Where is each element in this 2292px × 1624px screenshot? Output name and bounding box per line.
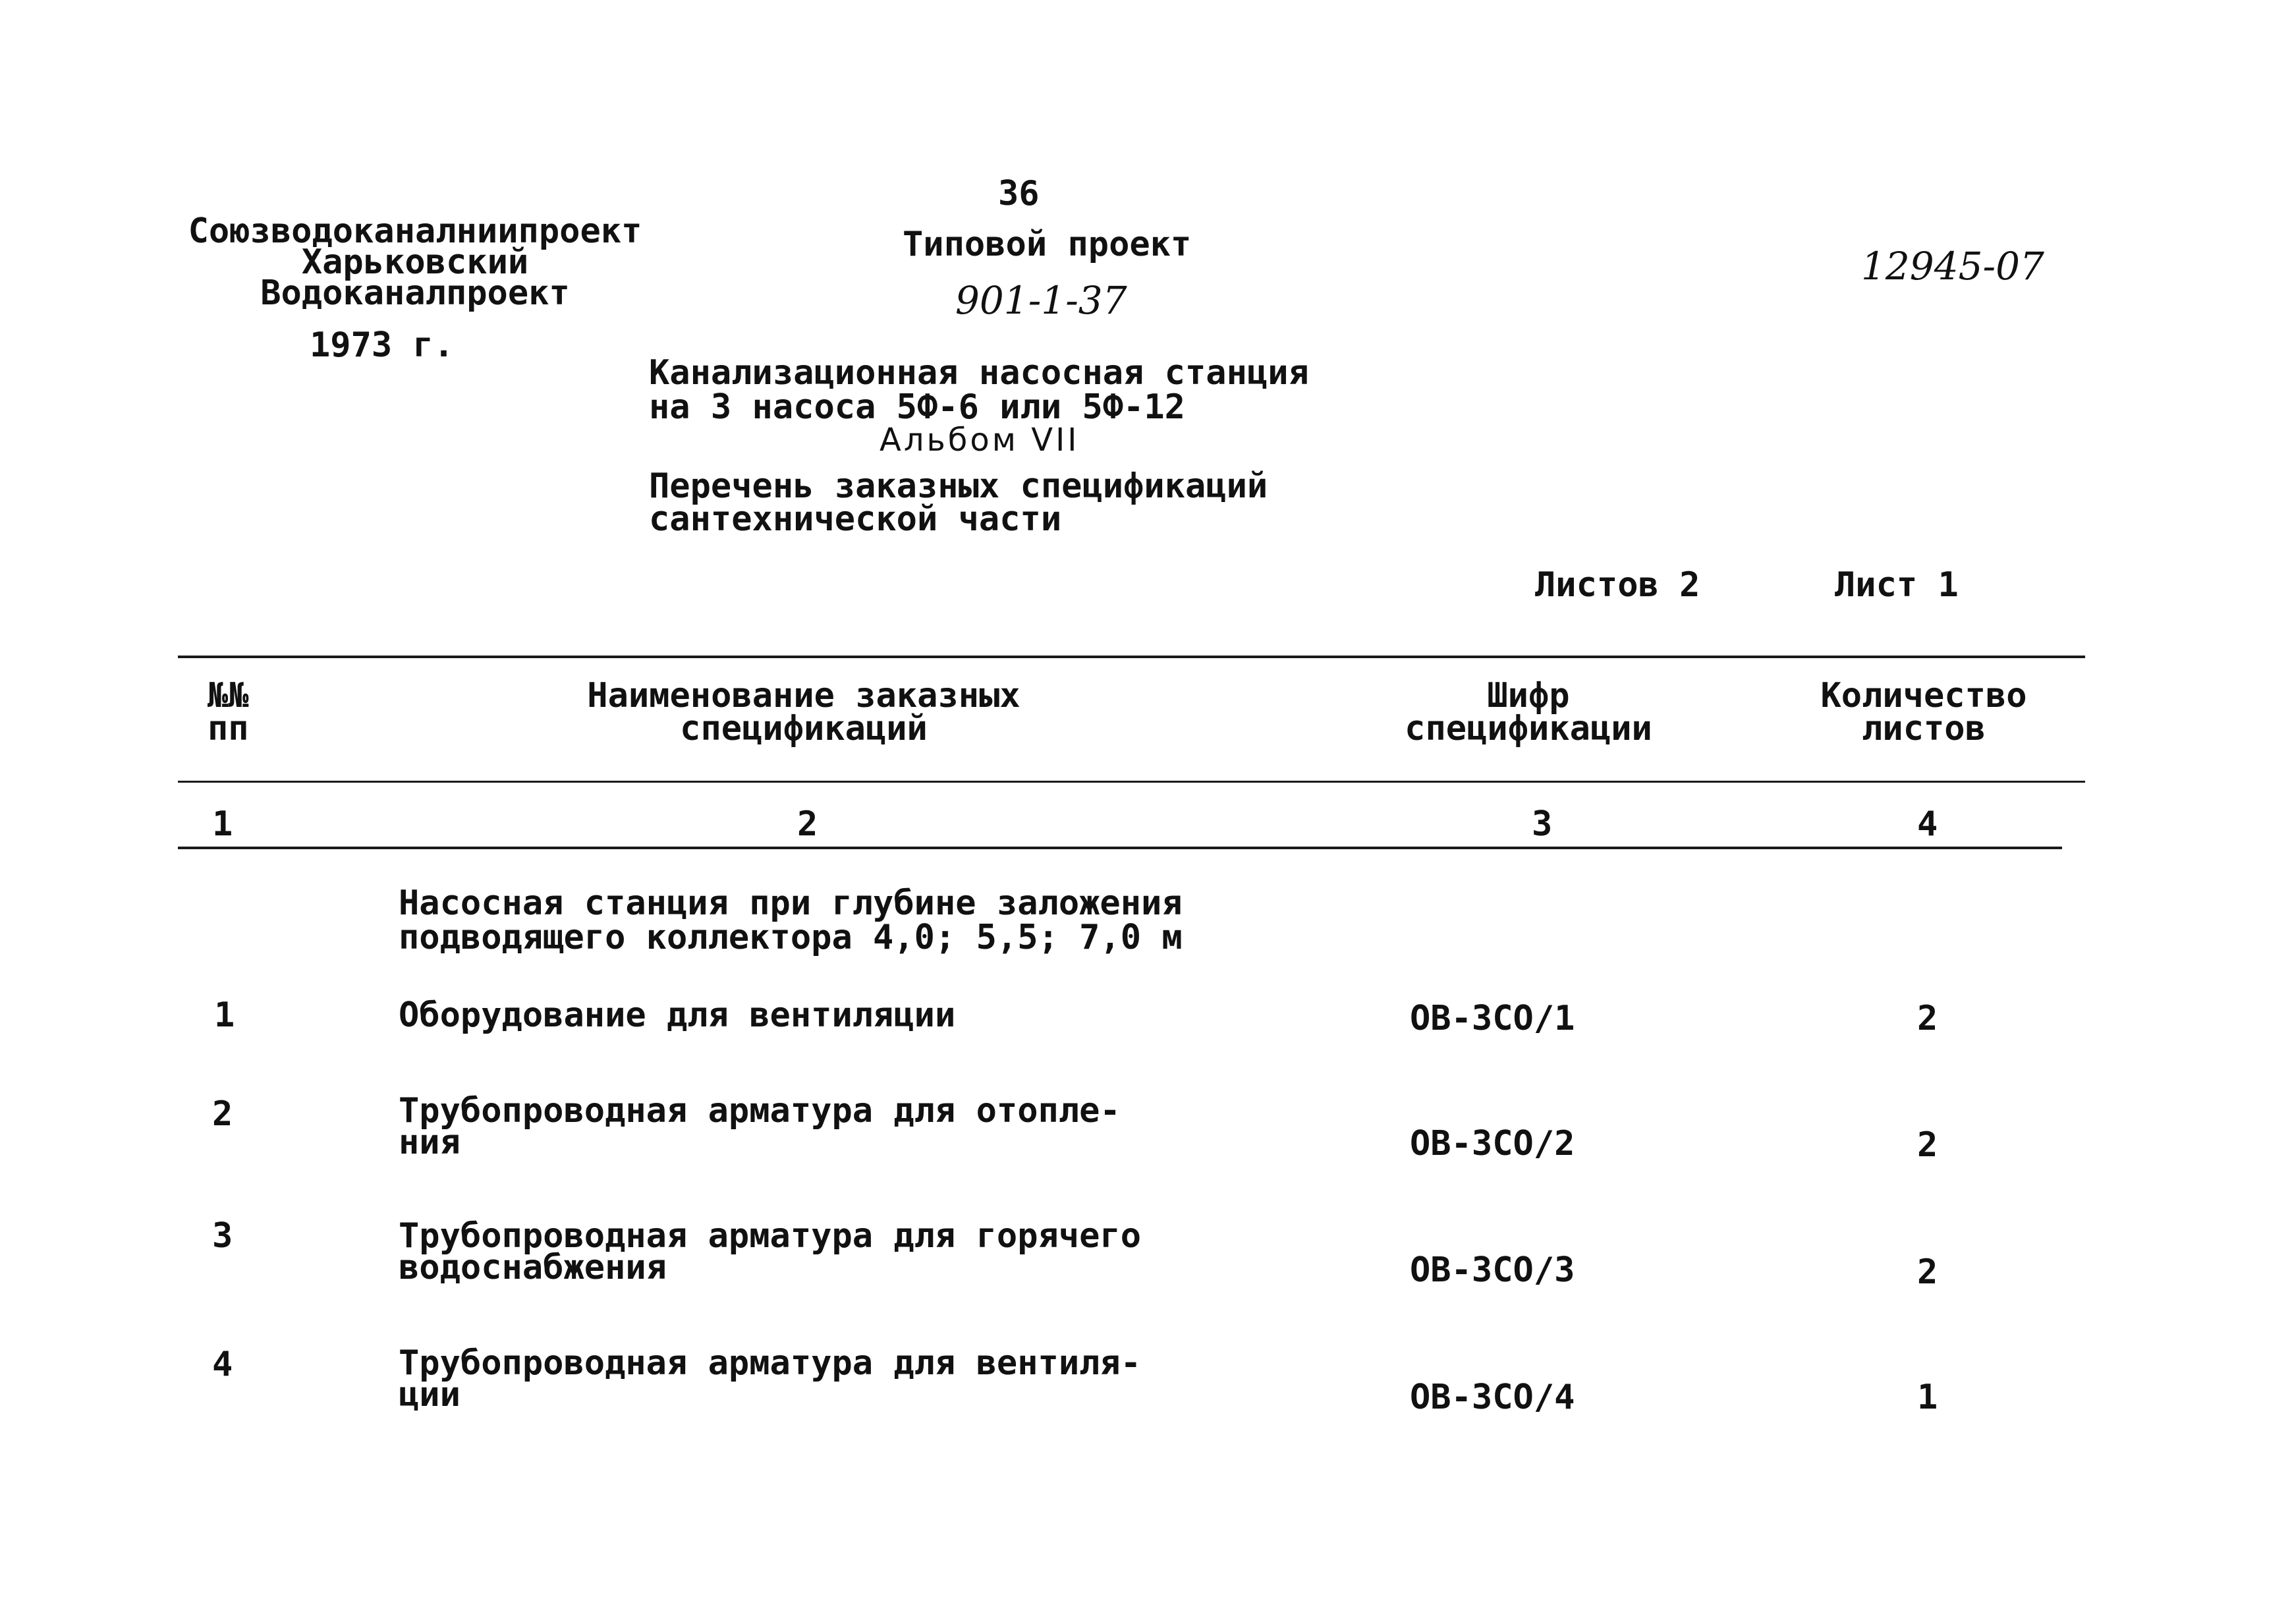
section-line-2: подводящего коллектора 4,0; 5,5; 7,0 м: [399, 918, 1183, 957]
org-dept: Водоканалпроект: [260, 273, 570, 313]
header-num-1: №№: [208, 676, 249, 715]
row-2-number: 2: [212, 1094, 233, 1134]
column-numbers-rule: [178, 847, 2062, 849]
header-name-2: спецификаций: [680, 709, 928, 748]
table-top-rule: [178, 656, 2085, 658]
row-4-name-1: Трубопроводная арматура для вентиля-: [399, 1343, 1142, 1383]
row-2-code: ОВ-3СО/2: [1410, 1124, 1575, 1163]
row-3-qty: 2: [1917, 1252, 1938, 1292]
project-label: Типовой проект: [903, 225, 1192, 264]
title-line-1: Канализационная насосная станция: [649, 353, 1309, 393]
header-qty-2: листов: [1862, 709, 1986, 748]
row-4-name-2: ции: [399, 1375, 461, 1414]
row-1-name: Оборудование для вентиляции: [399, 995, 956, 1035]
org-city: Харьковский: [301, 242, 529, 282]
page-number: 36: [998, 174, 1040, 213]
row-3-code: ОВ-3СО/3: [1410, 1250, 1575, 1290]
album-label: Альбом VII: [880, 422, 1080, 459]
org-year: 1973 г.: [310, 325, 455, 365]
sheets-total: Листов 2: [1535, 565, 1700, 605]
row-4-code: ОВ-3СО/4: [1410, 1378, 1575, 1417]
doc-code: 12945-07: [1861, 244, 2044, 289]
org-name: Союзводоканалниипроект: [188, 211, 642, 251]
row-1-code: ОВ-3СО/1: [1410, 999, 1575, 1038]
row-2-name-2: ния: [399, 1123, 461, 1162]
section-line-1: Насосная станция при глубине заложения: [399, 883, 1183, 923]
subtitle-line-1: Перечень заказных спецификаций: [649, 466, 1268, 506]
row-3-number: 3: [212, 1216, 233, 1256]
col-number-1: 1: [212, 804, 233, 844]
header-code-1: Шифр: [1487, 676, 1570, 715]
row-2-qty: 2: [1917, 1125, 1938, 1165]
row-3-name-1: Трубопроводная арматура для горячего: [399, 1216, 1142, 1256]
header-bottom-rule: [178, 781, 2085, 783]
row-4-number: 4: [212, 1345, 233, 1384]
project-number: 901-1-37: [955, 278, 1127, 323]
col-number-3: 3: [1532, 804, 1553, 844]
row-1-number: 1: [214, 995, 235, 1035]
subtitle-line-2: сантехнической части: [649, 499, 1062, 539]
header-name-1: Наименование заказных: [587, 676, 1020, 715]
title-line-2: на 3 насоса 5Ф-6 или 5Ф-12: [649, 387, 1185, 427]
col-number-2: 2: [797, 804, 818, 844]
row-2-name-1: Трубопроводная арматура для отопле-: [399, 1091, 1121, 1131]
row-4-qty: 1: [1917, 1378, 1938, 1417]
header-num-2: пп: [208, 709, 249, 748]
header-qty-1: Количество: [1820, 676, 2027, 715]
col-number-4: 4: [1917, 804, 1938, 844]
header-code-2: спецификации: [1405, 709, 1652, 748]
row-3-name-2: водоснабжения: [399, 1248, 667, 1287]
sheet-current: Лист 1: [1835, 565, 1959, 605]
row-1-qty: 2: [1917, 999, 1938, 1038]
